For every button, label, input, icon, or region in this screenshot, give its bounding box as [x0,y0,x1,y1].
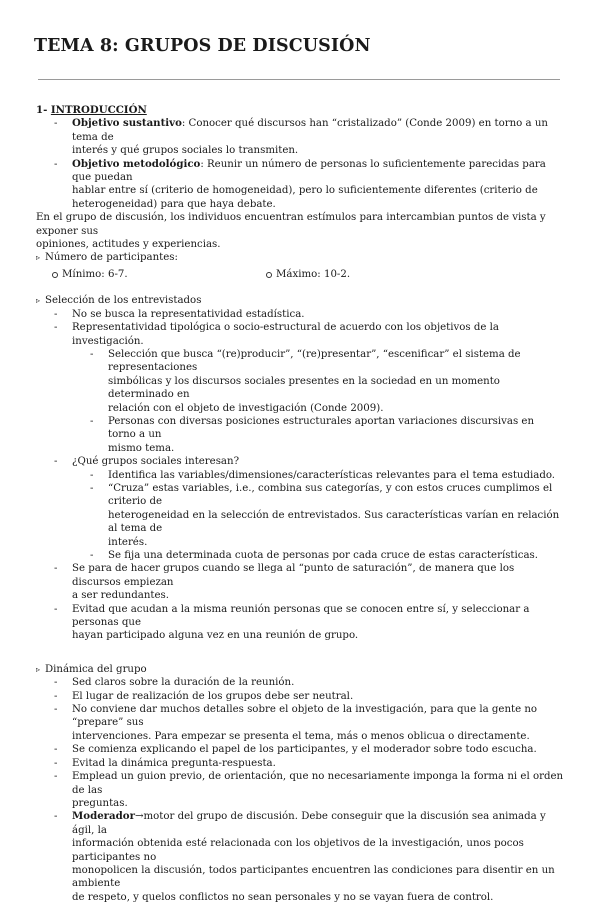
list-item: - Se comienza explicando el papel de los participantes, y el moderador sobre todo escucha. [36,743,564,756]
page-title: TEMA 8: GRUPOS DE DISCUSIÓN [34,36,371,56]
sub-list-item: - Identifica las variables/dimensiones/características relevantes para el tema estudiado. [36,469,564,482]
list-item: - Evitad que acudan a la misma reunión personas que se conocen entre sí, y seleccionar a personas que hayan participado alguna vez en una reunión de grupo. [36,603,564,643]
subsection-seleccion: ▹ Selección de los entrevistados [36,294,564,307]
list-item: - Objetivo sustantivo: Conocer qué discursos han “cristalizado” (Conde 2009) en torno a un tema de interés y qué grupos sociales lo transmiten. [36,117,564,157]
title-divider [38,79,560,80]
list-item: - Evitad la dinámica pregunta-respuesta. [36,757,564,770]
list-item: - Representatividad tipológica o socio-estructural de acuerdo con los objetivos de la investigación. [36,321,564,348]
sub-list-item: - “Cruza” estas variables, i.e., combina sus categorías, y con estos cruces cumplimos el criterio de heterogeneidad en la selección de entrevistados. Sus características varían en relación al tema de interés. [36,482,564,549]
list-item: - No se busca la representatividad estadística. [36,308,564,321]
sub-list-item: - Selección que busca “(re)producir”, “(re)presentar”, “escenificar” el sistema de representaciones simbólicas y los discursos sociales presentes en la sociedad en un momento determinado en relación con el objeto de investigación (Conde 2009). [36,348,564,415]
list-item: - Se para de hacer grupos cuando se llega al “punto de saturación”, de manera que los discursos empiezan a ser redundantes. [36,562,564,602]
list-item: - Moderador→motor del grupo de discusión. Debe conseguir que la discusión sea animada y ágil, la información obtenida esté relacionada con los objetivos de la investigación, unos pocos participantes no monopolicen la discusión, todos participantes encuentren las condiciones para disentir en un ambiente de respeto, y quelos conflictos no sean personales y no se vayan fuera de control. [36,810,564,904]
list-item: - El lugar de realización de los grupos debe ser neutral. [36,690,564,703]
sub-list-item: - Personas con diversas posiciones estructurales aportan variaciones discursivas en torno a un mismo tema. [36,415,564,455]
document-body [36,104,564,904]
section-heading-introduccion: 1- INTRODUCCIÓN [36,104,147,116]
minimum-value: Mínimo: 6-7. [52,268,262,281]
participant-range [36,268,564,281]
list-item: - Objetivo metodológico: Reunir un número de personas lo suficientemente parecidas para que puedan hablar entre sí (criterio de homogeneidad), pero lo suficientemente diferentes (criterio de heterogeneidad) para que haya debate. [36,158,564,212]
subsection-dinamica: ▹ Dinámica del grupo [36,663,564,676]
paragraph: En el grupo de discusión, los individuos encuentran estímulos para intercambian puntos de vista y exponer sus opiniones, actitudes y experiencias. [36,212,546,251]
list-item: - ¿Qué grupos sociales interesan? [36,455,564,468]
subsection-participantes: ▹ Número de participantes: [36,251,564,264]
list-item: - Emplead un guion previo, de orientación, que no necesariamente imponga la forma ni el orden de las preguntas. [36,770,564,810]
list-item: - Sed claros sobre la duración de la reunión. [36,676,564,689]
sub-list-item: - Se fija una determinada cuota de personas por cada cruce de estas características. [36,549,564,562]
list-item: - No conviene dar muchos detalles sobre el objeto de la investigación, para que la gente no “prepare” sus intervenciones. Para empezar se presenta el tema, más o menos oblicua o directamente. [36,703,564,743]
maximum-value: Máximo: 10-2. [266,268,476,281]
